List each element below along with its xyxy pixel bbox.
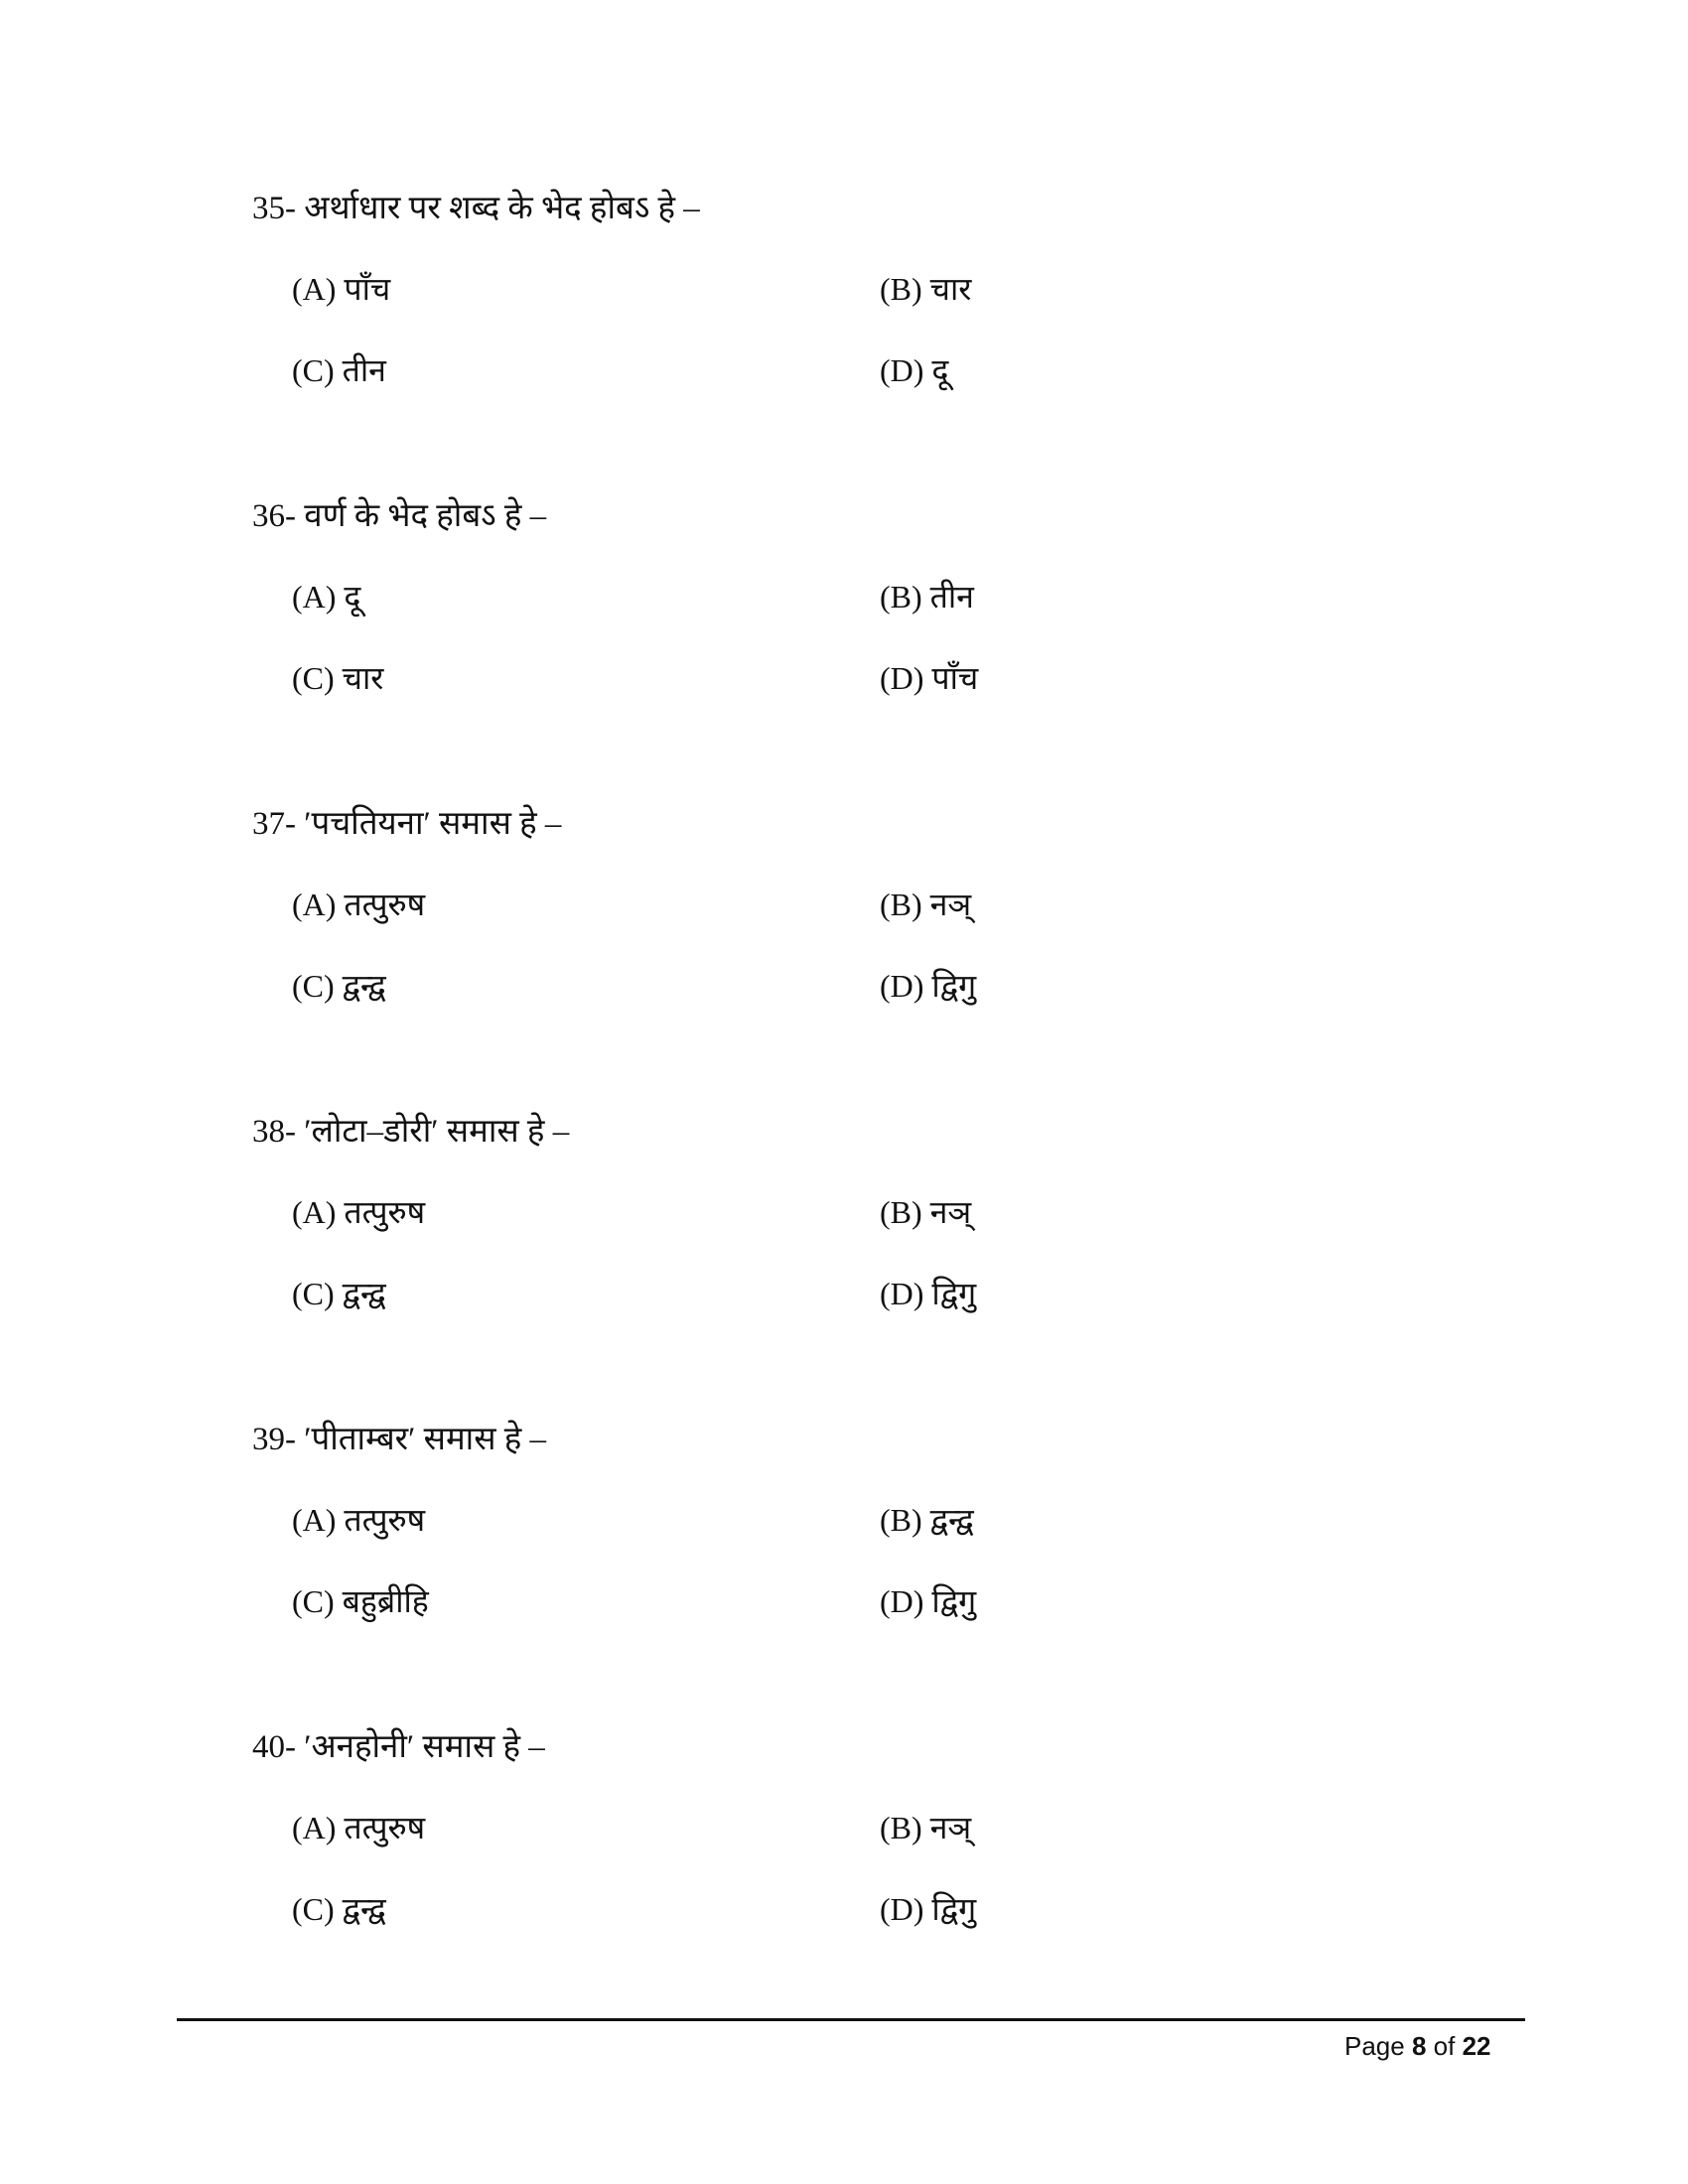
option-label: (A) (292, 1194, 337, 1230)
option-label: (B) (880, 1502, 922, 1538)
option-c[interactable] (292, 965, 386, 1007)
option-c[interactable] (292, 657, 383, 699)
option-label: (C) (292, 968, 335, 1004)
option-label: (D) (880, 352, 924, 388)
option-label: (C) (292, 1891, 335, 1927)
option-text: चार (929, 271, 972, 307)
option-text: बहुब्रीहि (342, 1583, 429, 1619)
option-text: चार (342, 660, 384, 696)
question-text: 38- ′लोटा–डोरी′ समास हे – (252, 1114, 570, 1150)
page-of: of (1433, 2031, 1456, 2061)
option-text: पाँच (344, 271, 391, 307)
option-a[interactable] (292, 576, 360, 617)
question-text: 37- ′पचतियना′ समास हे – (252, 806, 562, 842)
option-label: (A) (292, 1502, 337, 1538)
option-text: दू (931, 352, 949, 388)
option-text: द्वन्द्व (929, 1502, 974, 1538)
option-text: नञ् (929, 1194, 972, 1230)
option-label: (C) (292, 1276, 335, 1311)
option-d[interactable] (880, 1273, 976, 1314)
option-c[interactable] (292, 349, 386, 391)
question-39 (252, 1418, 1543, 1619)
question-text: 36- वर्ण के भेद होबऽ हे – (252, 498, 547, 534)
option-label: (B) (880, 579, 922, 614)
option-a[interactable] (292, 1807, 425, 1848)
question-text: 35- अर्थाधार पर शब्द के भेद होबऽ हे – (252, 191, 700, 226)
option-label: (C) (292, 1583, 335, 1619)
option-text: द्वन्द्व (342, 1891, 386, 1927)
option-a[interactable] (292, 268, 390, 310)
option-label: (C) (292, 660, 335, 696)
option-label: (A) (292, 271, 337, 307)
option-a[interactable] (292, 1191, 425, 1233)
option-label: (A) (292, 887, 337, 922)
option-b[interactable] (880, 268, 971, 310)
option-text: दू (344, 579, 361, 614)
option-text: द्विगु (931, 1891, 977, 1927)
question-text: 40- ′अनहोनी′ समास हे – (252, 1729, 545, 1765)
option-text: पाँच (931, 660, 979, 696)
option-text: तीन (342, 352, 386, 388)
option-text: तत्पुरुष (344, 887, 426, 922)
option-label: (D) (880, 1891, 924, 1927)
question-37 (252, 802, 1543, 1004)
option-b[interactable] (880, 884, 971, 925)
option-c[interactable] (292, 1888, 386, 1930)
option-c[interactable] (292, 1580, 429, 1622)
option-text: तत्पुरुष (344, 1194, 426, 1230)
question-40 (252, 1725, 1543, 1927)
option-label: (B) (880, 1810, 922, 1845)
option-text: द्विगु (931, 968, 977, 1004)
option-text: तत्पुरुष (344, 1502, 426, 1538)
option-d[interactable] (880, 965, 976, 1007)
page-total: 22 (1462, 2031, 1491, 2061)
option-b[interactable] (880, 1191, 971, 1233)
question-36 (252, 494, 1543, 696)
option-label: (B) (880, 271, 922, 307)
option-b[interactable] (880, 1499, 974, 1541)
option-text: द्वन्द्व (342, 968, 386, 1004)
option-b[interactable] (880, 576, 974, 617)
option-a[interactable] (292, 1499, 425, 1541)
option-c[interactable] (292, 1273, 386, 1314)
question-35 (252, 187, 1543, 388)
option-label: (A) (292, 1810, 337, 1845)
option-b[interactable] (880, 1807, 971, 1848)
option-label: (B) (880, 1194, 922, 1230)
option-d[interactable] (880, 657, 978, 699)
option-label: (D) (880, 1583, 924, 1619)
option-text: तत्पुरुष (344, 1810, 426, 1845)
page-prefix: Page (1344, 2031, 1405, 2061)
option-label: (D) (880, 660, 924, 696)
option-text: द्विगु (931, 1583, 977, 1619)
option-a[interactable] (292, 884, 425, 925)
option-d[interactable] (880, 349, 948, 391)
option-text: द्वन्द्व (342, 1276, 386, 1311)
option-text: नञ् (929, 887, 972, 922)
option-label: (B) (880, 887, 922, 922)
option-label: (A) (292, 579, 337, 614)
question-text: 39- ′पीताम्बर′ समास हे – (252, 1422, 547, 1457)
page-number (1344, 2029, 1491, 2063)
option-d[interactable] (880, 1888, 976, 1930)
option-label: (C) (292, 352, 335, 388)
question-38 (252, 1110, 1543, 1311)
page-current: 8 (1411, 2031, 1427, 2061)
option-text: नञ् (929, 1810, 972, 1845)
option-d[interactable] (880, 1580, 976, 1622)
option-text: द्विगु (931, 1276, 977, 1311)
option-label: (D) (880, 968, 924, 1004)
footer-divider (177, 2018, 1525, 2021)
option-text: तीन (929, 579, 974, 614)
option-label: (D) (880, 1276, 924, 1311)
